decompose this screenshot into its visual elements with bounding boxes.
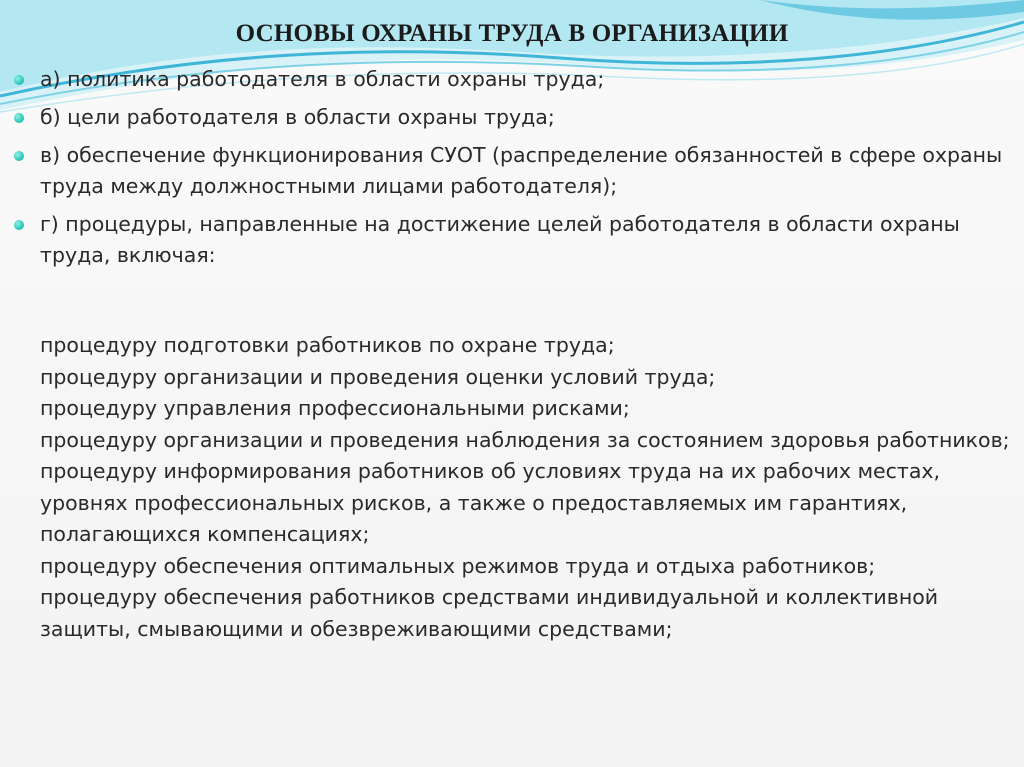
procedure-item: процедуру обеспечения работников средствами индивидуальной и коллективной защиты, смывающими и обезвреживающими средствами; [40,585,939,641]
bullet-text: б) цели работодателя в области охраны труда; [40,105,555,129]
bullet-item [14,64,1014,95]
bullet-item [14,102,1014,133]
bullet-text: а) политика работодателя в области охраны труда; [40,67,605,91]
bullet-list [14,64,1014,278]
bullet-text: в) обеспечение функционирования СУОТ (распределение обязанностей в сфере охраны труда между должностными лицами работодателя); [40,143,1003,198]
bullet-dot-icon [14,151,24,161]
bullet-text: г) процедуры, направленные на достижение целей работодателя в области охраны труда, включая: [40,212,960,267]
procedure-item: процедуру информирования работников об условиях труда на их рабочих местах, уровнях профессиональных рисков, а также о предоставляемых им гарантиях, полагающихся компенсациях; [40,459,941,546]
bullet-item [14,209,1014,271]
bullet-dot-icon [14,220,24,230]
page-title: ОСНОВЫ ОХРАНЫ ТРУДА В ОРГАНИЗАЦИИ [235,20,789,47]
procedure-item: процедуру организации и проведения наблюдения за состоянием здоровья работников; [40,427,1010,452]
procedure-item: процедуру управления профессиональными рисками; [40,396,630,420]
bullet-item [14,140,1014,202]
bullet-dot-icon [14,75,24,85]
procedure-item: процедуру организации и проведения оценки условий труда; [40,364,716,389]
bullet-dot-icon [14,113,24,123]
procedure-item: процедуру обеспечения оптимальных режимов труда и отдыха работников; [40,553,876,578]
procedure-item: процедуру подготовки работников по охране труда; [40,333,615,357]
procedure-list [40,330,1020,645]
